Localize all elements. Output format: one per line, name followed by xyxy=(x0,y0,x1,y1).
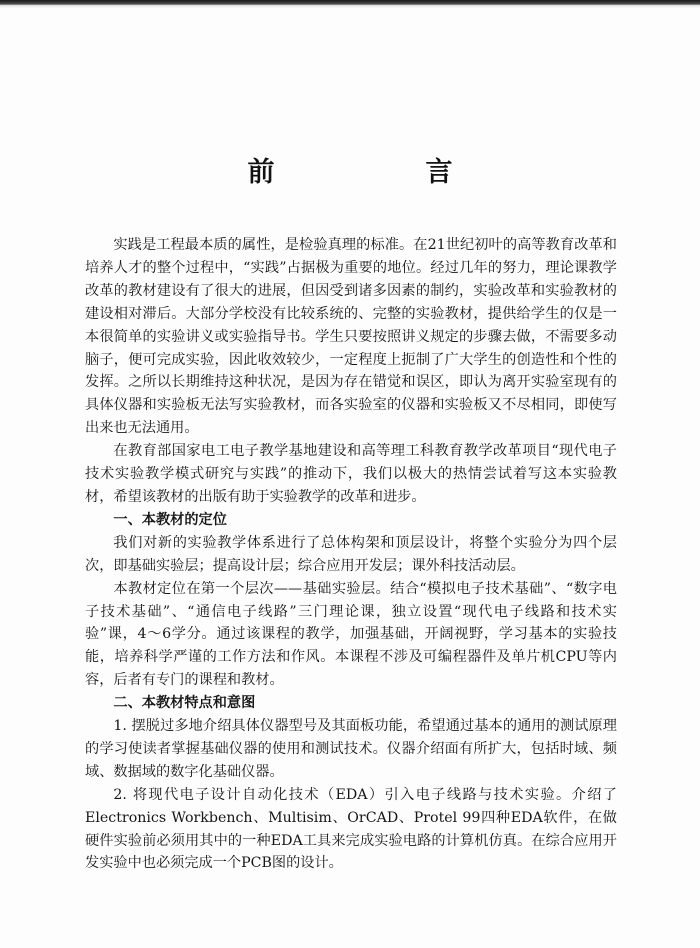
paragraph-intro-2: 在教育部国家电工电子教学基地建设和高等理工科教育教学改革项目“现代电子技术实验教学模式研究与实践”的推动下，我们以极大的热情尝试着写这本实验教材，希望该教材的出版有助于实验教学的改革和进步。 xyxy=(85,443,617,505)
paragraph-features-2: 2. 将现代电子设计自动化技术（EDA）引入电子线路与技术实验。介绍了Electronics Workbench、Multisim、OrCAD、Protel 99四种EDA软件，在做硬件实验前必须用其中的一种EDA工具来完成实验电路的计算机仿真。在综合应用开发实验中也必须完成一个PCB图的设计。 xyxy=(85,786,617,872)
body-text xyxy=(85,234,617,875)
scan-edge-shadow xyxy=(0,5,700,8)
paragraph-positioning-2: 本教材定位在第一个层次——基础实验层。结合“模拟电子技术基础”、“数字电子技术基础”、“通信电子线路”三门理论课，独立设置“现代电子线路和技术实验”课，4～6学分。通过该课程的教学，加强基础，开阔视野，学习基本的实验技能，培养科学严谨的工作方法和作风。本课程不涉及可编程器件及单片机CPU等内容，后者有专门的课程和教材。 xyxy=(85,580,617,689)
page-title: 前 言 xyxy=(247,157,515,188)
paragraph-intro-1: 实践是工程最本质的属性，是检验真理的标准。在21世纪初叶的高等教育改革和培养人才的整个过程中，“实践”占据极为重要的地位。经过几年的努力，理论课教学改革的教材建设有了很大的进展，但因受到诸多因素的制约，实验改革和实验教材的建设相对滞后。大部分学校没有比较系统的、完整的实验教材，提供给学生的仅是一本很简单的实验讲义或实验指导书。学生只要按照讲义规定的步骤去做，不需要多动脑子，便可完成实验，因此收效较少，一定程度上扼制了广大学生的创造性和个性的发挥。之所以长期维持这种状况，是因为存在错觉和误区，即认为离开实验室现有的具体仪器和实验板无法写实验教材，而各实验室的仪器和实验板又不尽相同，即使写出来也无法通用。 xyxy=(85,237,617,437)
section-heading-positioning: 一、本教材的定位 xyxy=(113,511,227,528)
section-heading-features: 二、本教材特点和意图 xyxy=(113,695,256,712)
paragraph-features-1: 1. 摆脱过多地介绍具体仪器型号及其面板功能，希望通过基本的通用的测试原理的学习使读者掌握基础仪器的使用和测试技术。仪器介绍面有所扩大，包括时域、频域、数据域的数字化基础仪器。 xyxy=(85,718,617,780)
paragraph-positioning-1: 我们对新的实验教学体系进行了总体构架和顶层设计，将整个实验分为四个层次，即基础实验层；提高设计层；综合应用开发层；课外科技活动层。 xyxy=(85,534,617,574)
